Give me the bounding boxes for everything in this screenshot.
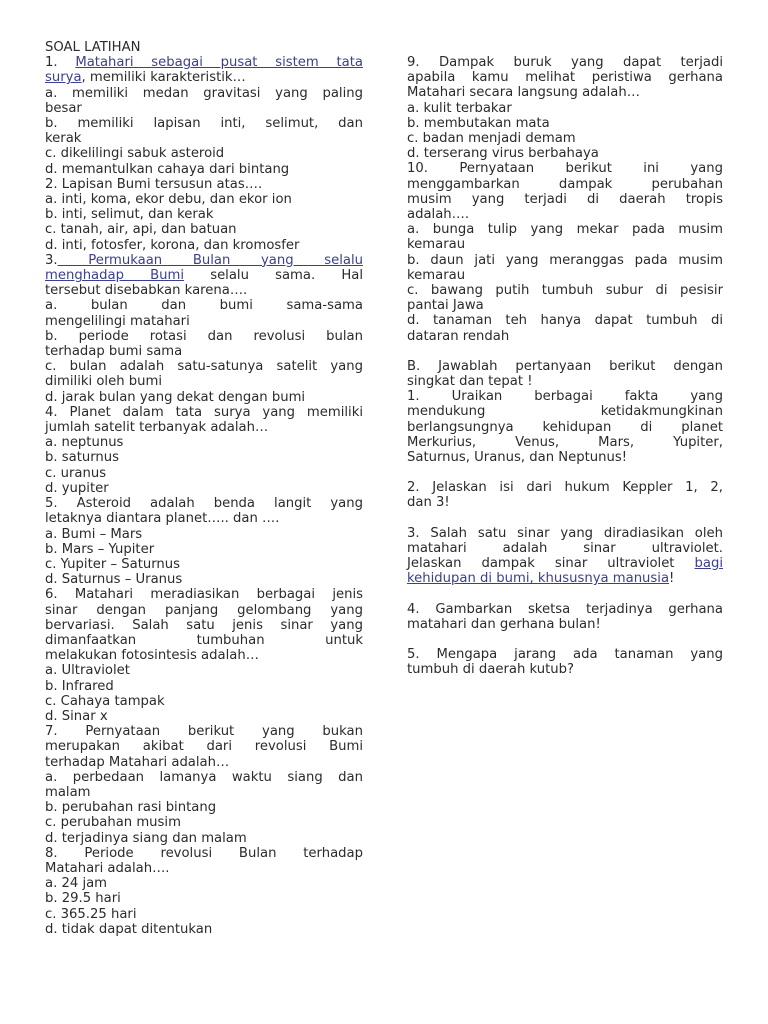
essay-question-1: 1. Uraikan berbagai fakta yang mendukung ketidakmungkinan berlangsungnya kehidupan di planet Merkurius, Venus, Mars, Yupiter, Saturnus, Uranus, dan Neptunus! (407, 389, 723, 466)
option-a: a. neptunus (45, 435, 124, 451)
essay-3-link-cont[interactable]: kehidupan di bumi, khususnya manusia (407, 571, 670, 587)
question-3-link-cont[interactable]: menghadap Bumi (45, 268, 185, 284)
option-d: d. yupiter (45, 480, 109, 496)
question-3-link[interactable]: Permukaan Bulan yang selalu (57, 252, 363, 268)
option-b: b. saturnus (45, 450, 120, 466)
option-c: c. Yupiter – Saturnus (45, 556, 181, 572)
option-c: c. 365.25 hari (45, 906, 137, 922)
option-b: b. periode rotasi dan revolusi bulan (45, 328, 363, 344)
option-d: d. Saturnus – Uranus (45, 572, 183, 588)
question-3: 3. Permukaan Bulan yang selalu menghadap Bumi selalu sama. Hal tersebut disebabkan karena…. a. bulan dan bumi sama-sama mengelilingi matahari b. periode rotasi dan revolusi bulan terhadap bumi sama c. bulan adalah satu-satunya satelit yang dimiliki oleh bumi d. jarak bulan yang dekat dengan bumi (45, 252, 363, 405)
option-a: a. inti, koma, ekor debu, dan ekor ion (45, 192, 292, 208)
page-title: SOAL LATIHAN (45, 40, 141, 55)
essay-3-link[interactable]: bagi (694, 556, 723, 572)
section-b-heading: B. Jawablah pertanyaan berikut dengan singkat dan tepat ! (407, 358, 723, 390)
question-9: 9. Dampak buruk yang dapat terjadi apabila kamu melihat peristiwa gerhana Matahari secara langsung adalah… a. kulit terbakar b. membutakan mata c. badan menjadi demam d. terserang virus berbahaya (407, 55, 723, 162)
option-d: d. jarak bulan yang dekat dengan bumi (45, 389, 306, 405)
option-a: a. Ultraviolet (45, 663, 130, 679)
option-c: c. bulan adalah satu-satunya satelit yang (45, 359, 363, 375)
option-b: b. membutakan mata (407, 115, 550, 131)
option-b: b. perubahan rasi bintang (45, 800, 217, 816)
question-6: 6. Matahari meradiasikan berbagai jenis sinar dengan panjang gelombang yang bervariasi. Salah satu jenis sinar yang dimanfaatkan tumbuhan untuk melakukan fotosintesis adalah… a. Ultraviolet b. Infrared c. Cahaya tampak d. Sinar x (45, 587, 363, 724)
option-c: c. uranus (45, 465, 107, 481)
question-2: 2. Lapisan Bumi tersusun atas…. a. inti, koma, ekor debu, dan ekor ion b. inti, selimut, dan kerak c. tanah, air, api, dan batuan d. inti, fotosfer, korona, dan kromosfer (45, 177, 363, 253)
option-c: c. dikelilingi sabuk asteroid (45, 146, 225, 162)
left-column (45, 40, 363, 937)
option-c: c. Cahaya tampak (45, 693, 165, 709)
option-a: a. bunga tulip yang mekar pada musim (407, 222, 723, 238)
option-a: a. Bumi – Mars (45, 526, 143, 542)
option-d: d. memantulkan cahaya dari bintang (45, 161, 290, 177)
option-d: d. tidak dapat ditentukan (45, 921, 213, 937)
option-d: d. terserang virus berbahaya (407, 146, 599, 162)
option-b: b. Mars – Yupiter (45, 541, 155, 557)
option-a: a. kulit terbakar (407, 100, 512, 116)
option-a: a. 24 jam (45, 876, 108, 892)
option-d: d. tanaman teh hanya dapat tumbuh di (407, 313, 723, 329)
essay-question-5: 5. Mengapa jarang ada tanaman yang tumbuh di daerah kutub? (407, 646, 723, 678)
essay-question-3: 3. Salah satu sinar yang diradiasikan oleh matahari adalah sinar ultraviolet. Jelaskan dampak sinar ultraviolet bagi kehidupan di bumi, khususnya manusia! (407, 525, 723, 587)
option-b: b. daun jati yang meranggas pada musim (407, 252, 723, 268)
option-d: d. Sinar x (45, 708, 108, 724)
option-a: a. bulan dan bumi sama-sama (45, 298, 363, 314)
question-1: 1. Matahari sebagai pusat sistem tata surya, memiliki karakteristik… a. memiliki medan gravitasi yang paling besar b. memiliki lapisan inti, selimut, dan kerak c. dikelilingi sabuk asteroid d. memantulkan cahaya dari bintang (45, 55, 363, 177)
option-c: c. bawang putih tumbuh subur di pesisir (407, 283, 723, 299)
option-b: b. Infrared (45, 678, 114, 694)
option-a: a. memiliki medan gravitasi yang paling (45, 85, 363, 101)
right-column (407, 55, 723, 677)
question-7: 7. Pernyataan berikut yang bukan merupakan akibat dari revolusi Bumi terhadap Matahari adalah… a. perbedaan lamanya waktu siang dan malam b. perubahan rasi bintang c. perubahan musim d. terjadinya siang dan malam (45, 724, 363, 846)
option-d: d. terjadinya siang dan malam (45, 830, 247, 846)
question-1-link[interactable]: Matahari sebagai pusat sistem tata (75, 55, 363, 71)
question-1-link-cont[interactable]: surya (45, 70, 82, 86)
question-10: 10. Pernyataan berikut ini yang menggambarkan dampak perubahan musim yang terjadi di daerah tropis adalah…. a. bunga tulip yang mekar pada musim kemarau b. daun jati yang meranggas pada musim kemarau c. bawang putih tumbuh subur di pesisir pantai Jawa d. tanaman teh hanya dapat tumbuh di dataran rendah (407, 161, 723, 344)
option-a: a. perbedaan lamanya waktu siang dan (45, 769, 363, 785)
essay-question-4: 4. Gambarkan sketsa terjadinya gerhana matahari dan gerhana bulan! (407, 601, 723, 632)
essay-question-2: 2. Jelaskan isi dari hukum Keppler 1, 2, dan 3! (407, 480, 723, 511)
option-d: d. inti, fotosfer, korona, dan kromosfer (45, 237, 300, 253)
question-8: 8. Periode revolusi Bulan terhadap Matahari adalah…. a. 24 jam b. 29.5 hari c. 365.25 hari d. tidak dapat ditentukan (45, 845, 363, 937)
option-b: b. memiliki lapisan inti, selimut, dan (45, 116, 363, 132)
question-5: 5. Asteroid adalah benda langit yang letaknya diantara planet….. dan …. a. Bumi – Mars b. Mars – Yupiter c. Yupiter – Saturnus d. Saturnus – Uranus (45, 496, 363, 588)
option-c: c. perubahan musim (45, 815, 181, 831)
option-c: c. tanah, air, api, dan batuan (45, 222, 237, 238)
option-c: c. badan menjadi demam (407, 131, 576, 147)
question-4: 4. Planet dalam tata surya yang memiliki jumlah satelit terbanyak adalah… a. neptunus b. saturnus c. uranus d. yupiter (45, 404, 363, 496)
option-b: b. 29.5 hari (45, 891, 121, 907)
option-b: b. inti, selimut, dan kerak (45, 207, 214, 223)
